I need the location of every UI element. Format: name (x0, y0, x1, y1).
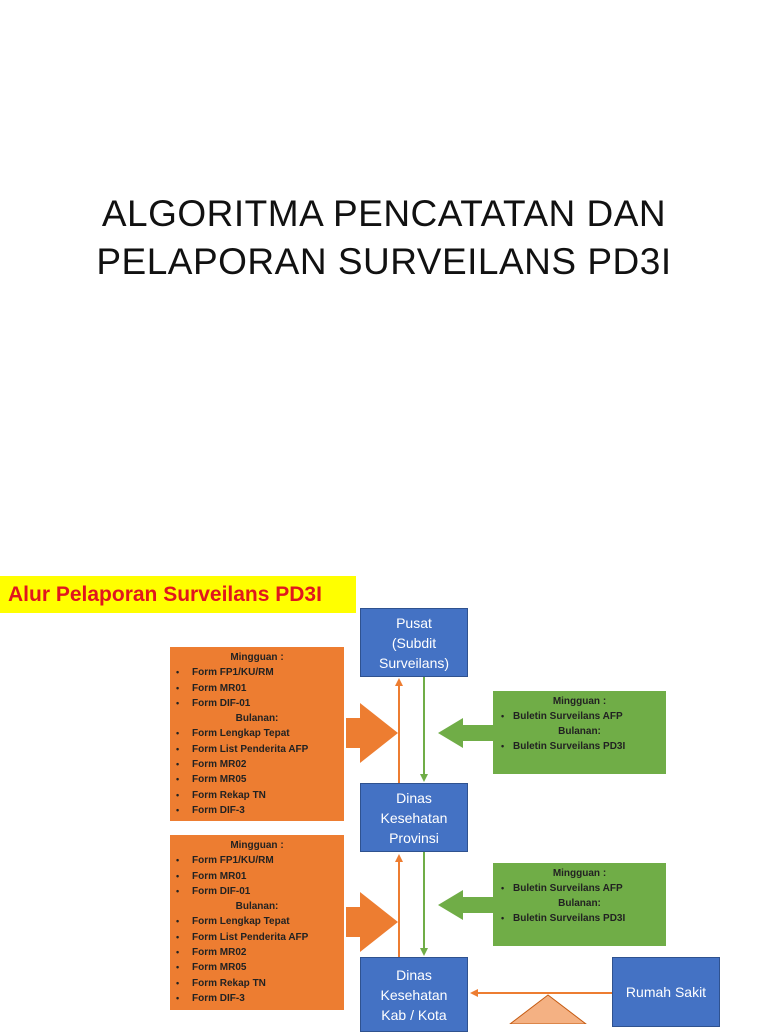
forms-top-monthly-item: • Form DIF-3 (170, 803, 344, 818)
feedback-arrow-top (438, 718, 493, 748)
forms-bottom-weekly-item: • Form FP1/KU/RM (170, 853, 344, 868)
forms-bottom-monthly-item: • Form DIF-3 (170, 991, 344, 1006)
node-provinsi-line-2: Kesehatan (380, 809, 448, 826)
forms-bottom-weekly-item: • Form DIF-01 (170, 884, 344, 899)
decision-diamond (510, 995, 586, 1024)
forms-top-weekly-header: Mingguan : (230, 652, 284, 663)
feedback-top-weekly-header: Mingguan : (552, 696, 607, 707)
forms-top-monthly-item: • Form Lengkap Tepat (170, 726, 344, 741)
node-provinsi-line-1: Dinas (396, 789, 432, 806)
feedback-arrow-bottom (438, 890, 493, 920)
forms-arrow-bottom (346, 892, 398, 952)
diagram-banner: Alur Pelaporan Surveilans PD3I (0, 576, 356, 613)
forms-bottom-weekly-header: Mingguan : (230, 840, 284, 851)
forms-bottom-monthly-item: • Form List Penderita AFP (170, 930, 344, 945)
forms-top-monthly-item: • Form List Penderita AFP (170, 742, 344, 757)
forms-bottom-weekly-item: • Form MR01 (170, 869, 344, 884)
node-rumah-sakit (612, 957, 720, 1027)
feedback-box-bottom (493, 863, 666, 946)
node-kab-line-1: Dinas (396, 966, 432, 983)
forms-top-monthly-item: • Form Rekap TN (170, 788, 344, 803)
node-provinsi-line-3: Provinsi (389, 829, 439, 846)
forms-bottom-monthly-item: • Form MR05 (170, 960, 344, 975)
forms-bottom-monthly-item: • Form Lengkap Tepat (170, 914, 344, 929)
node-pusat-line-1: Pusat (396, 614, 432, 631)
feedback-bottom-monthly-header: Bulanan: (558, 898, 601, 909)
node-pusat-line-2: (Subdit (391, 634, 437, 651)
forms-bottom-monthly-item: • Form MR02 (170, 945, 344, 960)
slide-title-line-1: ALGORITMA PENCATATAN DAN (101, 193, 667, 234)
forms-top-monthly-item: • Form MR02 (170, 757, 344, 772)
node-pusat (360, 608, 468, 677)
forms-bottom-monthly-header: Bulanan: (235, 901, 279, 913)
feedback-top-weekly-item: • Buletin Surveilans AFP (493, 709, 666, 724)
feedback-bottom-weekly-item: • Buletin Surveilans AFP (493, 881, 666, 896)
forms-box-bottom (170, 835, 344, 1010)
slide-title-line-2: PELAPORAN SURVEILANS PD3I (96, 241, 672, 282)
forms-top-weekly-item: • Form FP1/KU/RM (170, 665, 344, 680)
feedback-bottom-weekly-header: Mingguan : (552, 868, 607, 879)
node-dinkes-provinsi (360, 783, 468, 852)
forms-box-top (170, 647, 344, 821)
forms-top-monthly-item: • Form MR05 (170, 772, 344, 787)
forms-bottom-monthly-item: • Form Rekap TN (170, 976, 344, 991)
feedback-top-monthly-header: Bulanan: (558, 726, 601, 737)
forms-arrow-top (346, 703, 398, 763)
node-kab-line-2: Kesehatan (380, 986, 448, 1003)
node-kab-line-3: Kab / Kota (381, 1006, 447, 1023)
feedback-bottom-monthly-item: • Buletin Surveilans PD3I (493, 911, 666, 926)
node-pusat-line-3: Surveilans) (378, 654, 450, 671)
node-dinkes-kab-kota (360, 957, 468, 1032)
node-rumah-sakit-label: Rumah Sakit (625, 984, 707, 1000)
forms-top-monthly-header: Bulanan: (235, 713, 279, 725)
feedback-box-top (493, 691, 666, 774)
forms-top-weekly-item: • Form MR01 (170, 681, 344, 696)
forms-top-weekly-item: • Form DIF-01 (170, 696, 344, 711)
feedback-top-monthly-item: • Buletin Surveilans PD3I (493, 739, 666, 754)
